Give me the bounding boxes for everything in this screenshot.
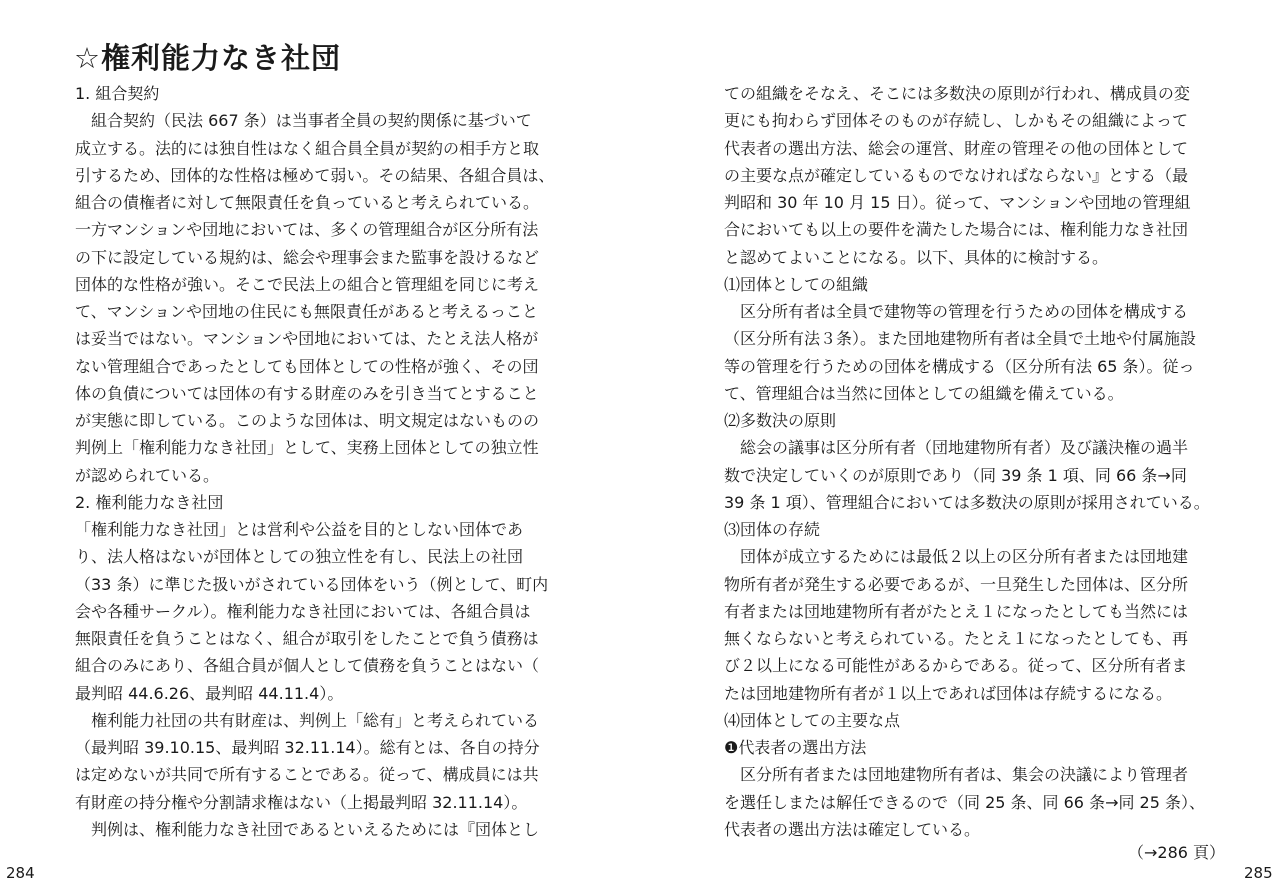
page-reference: （→286 頁） (1128, 843, 1226, 862)
text-line: て、マンションや団地の住民にも無限責任があると考えるっこと (75, 302, 538, 321)
text-line: ⑶団体の存続 (724, 520, 821, 539)
text-line: 「権利能力なき社団」とは営利や公益を目的としない団体であ (75, 520, 524, 539)
text-line: が実態に即している。このような団体は、明文規定はないものの (75, 411, 540, 430)
text-line: ない管理組合であったとしても団体としての性格が強く、その団 (75, 356, 539, 376)
text-line: （区分所有法３条）。また団地建物所有者は全員で土地や付属施設 (724, 329, 1197, 349)
text-line: ❶代表者の選出方法 (724, 738, 867, 757)
text-line: 会や各種サークル）。権利能力なき社団においては、各組合員は (75, 601, 531, 621)
text-line: て、管理組合は当然に団体としての組織を備えている。 (724, 383, 1124, 403)
text-line: 代表者の選出方法、総会の運営、財産の管理その他の団体として (724, 138, 1189, 158)
right-page (640, 0, 1280, 896)
text-line: 組合のみにあり、各組合員が個人として債務を負うことはない（ (75, 656, 540, 676)
text-line: の下に設定している規約は、総会や理事会また監事を設けるなど (75, 247, 540, 267)
text-line: 物所有者が発生する必要であるが、一旦発生した団体は、区分所 (724, 574, 1189, 594)
text-line: たは団地建物所有者が１以上であれば団体は存続するになる。 (724, 683, 1173, 703)
text-line: 体の負債については団体の有する財産のみを引き当てとすること (75, 383, 539, 403)
text-line: を選任しまたは解任できるので（同 25 条、同 66 条→同 25 条）、 (724, 792, 1206, 812)
text-line: ての組織をそなえ、そこには多数決の原則が行われ、構成員の変 (724, 84, 1190, 103)
page-number-left: 284 (6, 864, 35, 882)
text-line: 組合契約（民法 667 条）は当事者全員の契約関係に基づいて (75, 111, 532, 131)
right-body-text (724, 80, 1224, 843)
text-line: 権利能力社団の共有財産は、判例上「総有」と考えられている (75, 710, 540, 730)
text-line: （最判昭 39.10.15、最判昭 32.11.14）。総有とは、各自の持分 (75, 738, 540, 757)
text-line: 団体が成立するためには最低２以上の区分所有者または団地建 (724, 547, 1189, 567)
text-line: び２以上になる可能性があるからである。従って、区分所有者ま (724, 656, 1188, 676)
text-line: ⑵多数決の原則 (724, 411, 837, 430)
left-body-text (75, 80, 565, 843)
text-line: 最判昭 44.6.26、最判昭 44.11.4）。 (75, 683, 344, 703)
text-line: 判例上「権利能力なき社団」として、実務上団体としての独立性 (75, 438, 539, 458)
text-line: 判例は、権利能力なき社団であるといえるためには『団体とし (75, 819, 540, 839)
text-line: 2. 権利能力なき社団 (75, 492, 224, 512)
text-line: 等の管理を行うための団体を構成する（区分所有法 65 条）。従っ (724, 356, 1195, 376)
text-line: は妥当ではない。マンションや団地においては、たとえ法人格が (75, 329, 539, 349)
text-line: 無くならないと考えられている。たとえ１になったとしても、再 (724, 629, 1189, 648)
text-line: と認めてよいことになる。以下、具体的に検討する。 (724, 247, 1109, 267)
text-line: （33 条）に準じた扱いがされている団体をいう（例として、町内 (75, 574, 549, 594)
text-line: ⑴団体としての組織 (724, 274, 869, 294)
text-line: 39 条 1 項）、管理組合においては多数決の原則が採用されている。 (724, 492, 1210, 512)
text-line: 団体的な性格が強い。そこで民法上の組合と管理組を同じに考え (75, 274, 540, 294)
text-line: の主要な点が確定しているものでなければならない』とする（最 (724, 165, 1189, 185)
text-line: り、法人格はないが団体としての独立性を有し、民法上の社団 (75, 547, 524, 567)
text-line: ⑷団体としての主要な点 (724, 710, 901, 730)
section-title: ☆権利能力なき社団 (74, 41, 341, 75)
text-line: が認められている。 (75, 465, 220, 485)
text-line: 無限責任を負うことはなく、組合が取引をしたことで負う債務は (75, 629, 539, 648)
page-number-right: 285 (1244, 864, 1273, 882)
text-line: 区分所有者または団地建物所有者は、集会の決議により管理者 (724, 765, 1189, 785)
text-line: 成立する。法的には独自性はなく組合員全員が契約の相手方と取 (75, 138, 540, 158)
text-line: 数で決定していくのが原則であり（同 39 条 1 項、同 66 条→同 (724, 465, 1187, 485)
text-line: 更にも拘わらず団体そのものが存続し、しかもその組織によって (724, 111, 1189, 131)
text-line: 1. 組合契約 (75, 84, 160, 103)
text-line: 一方マンションや団地においては、多くの管理組合が区分所有法 (75, 220, 539, 240)
text-line: 組合の債権者に対して無限責任を負っていると考えられている。 (75, 193, 540, 212)
text-line: 区分所有者は全員で建物等の管理を行うための団体を構成する (724, 302, 1189, 321)
text-line: 合においても以上の要件を満たした場合には、権利能力なき社団 (724, 220, 1189, 240)
text-line: は定めないが共同で所有することである。従って、構成員には共 (75, 765, 539, 785)
text-line: 有財産の持分権や分割請求権はない（上掲最判昭 32.11.14）。 (75, 792, 528, 812)
text-line: 代表者の選出方法は確定している。 (724, 819, 981, 839)
text-line: 総会の議事は区分所有者（団地建物所有者）及び議決権の過半 (724, 438, 1189, 458)
text-line: 判昭和 30 年 10 月 15 日）。従って、マンションや団地の管理組 (724, 193, 1191, 212)
text-line: 有者または団地建物所有者がたとえ１になったとしても当然には (724, 601, 1189, 621)
text-line: 引するため、団体的な性格は極めて弱い。その結果、各組合員は、 (75, 165, 555, 185)
